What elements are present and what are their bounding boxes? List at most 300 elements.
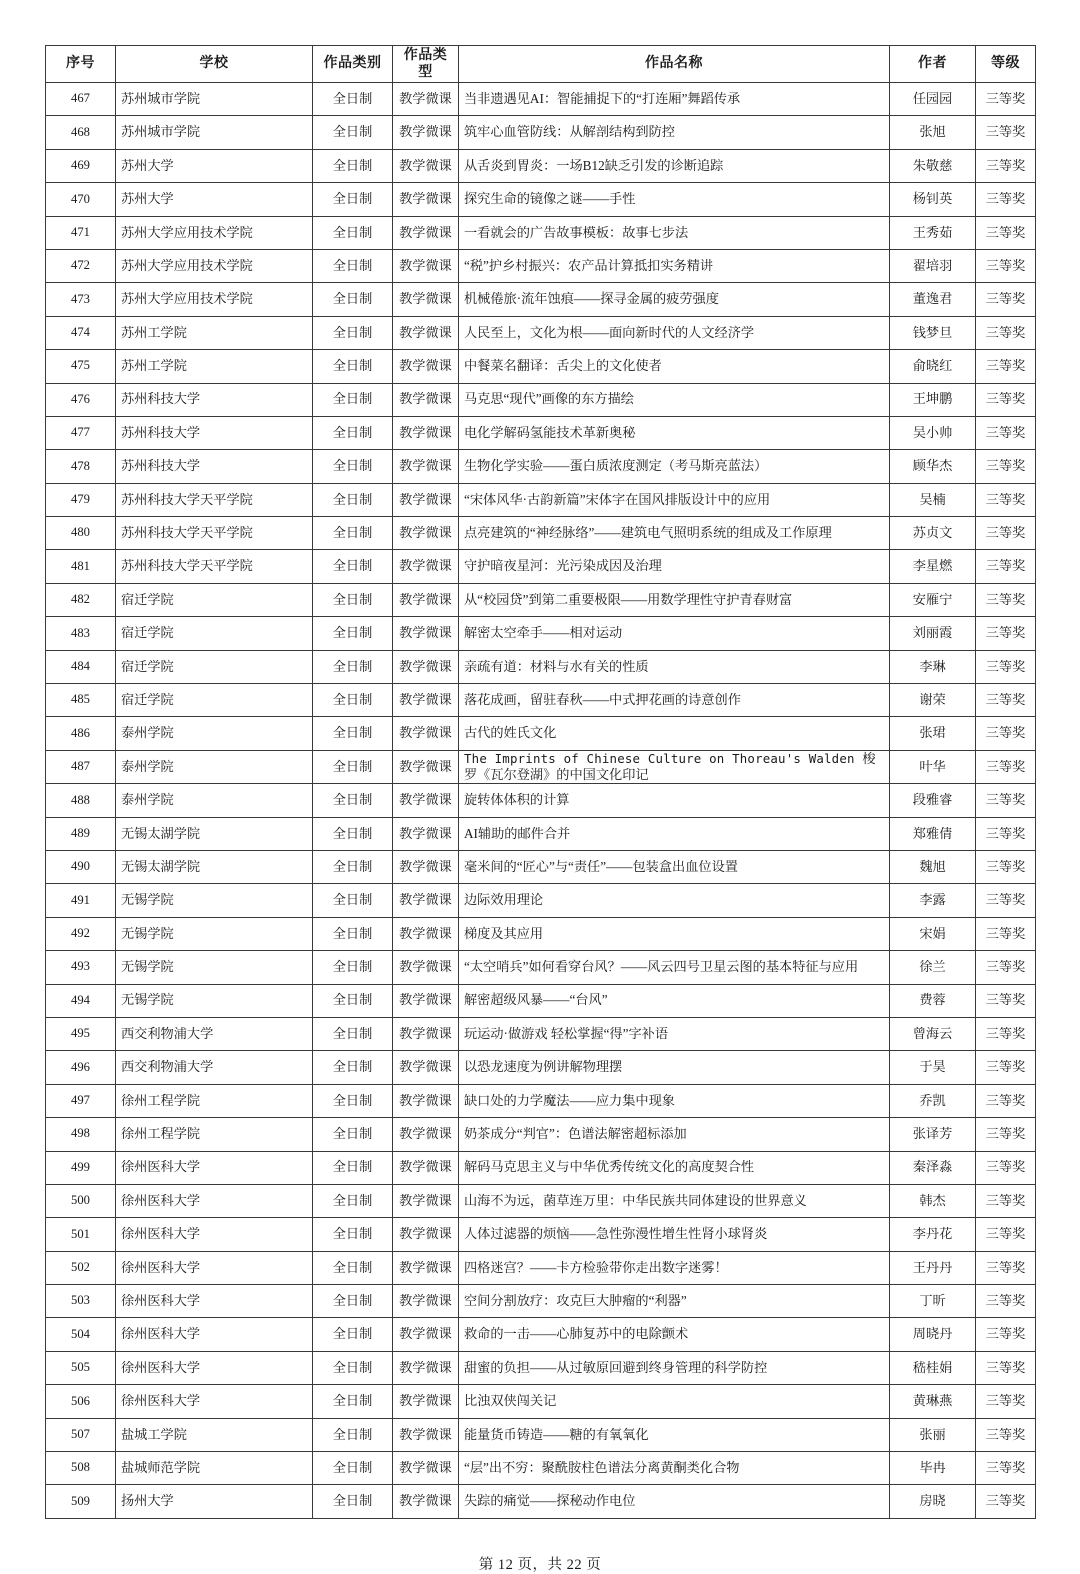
cell-type: 教学微课 — [393, 650, 459, 683]
table-row — [46, 116, 1036, 149]
cell-school: 宿迁学院 — [116, 650, 313, 683]
cell-title: “太空哨兵”如何看穿台风？——风云四号卫星云图的基本特征与应用 — [459, 951, 890, 984]
cell-grade: 三等奖 — [976, 717, 1036, 750]
cell-author: 李露 — [890, 884, 976, 917]
cell-grade: 三等奖 — [976, 1318, 1036, 1351]
cell-category: 全日制 — [313, 1285, 393, 1318]
cell-grade: 三等奖 — [976, 1051, 1036, 1084]
cell-type: 教学微课 — [393, 684, 459, 717]
cell-type: 教学微课 — [393, 984, 459, 1017]
cell-school: 徐州医科大学 — [116, 1218, 313, 1251]
cell-type: 教学微课 — [393, 1017, 459, 1050]
cell-category: 全日制 — [313, 1151, 393, 1184]
cell-category: 全日制 — [313, 1318, 393, 1351]
cell-school: 宿迁学院 — [116, 583, 313, 616]
cell-type: 教学微课 — [393, 750, 459, 783]
cell-seq: 475 — [46, 350, 116, 383]
cell-seq: 476 — [46, 383, 116, 416]
table-row — [46, 1485, 1036, 1518]
cell-category: 全日制 — [313, 1452, 393, 1485]
cell-type: 教学微课 — [393, 183, 459, 216]
cell-category: 全日制 — [313, 550, 393, 583]
cell-title: 落花成画，留驻春秋——中式押花画的诗意创作 — [459, 684, 890, 717]
cell-seq: 468 — [46, 116, 116, 149]
cell-category: 全日制 — [313, 750, 393, 783]
cell-title: 旋转体体积的计算 — [459, 784, 890, 817]
cell-category: 全日制 — [313, 1084, 393, 1117]
cell-seq: 500 — [46, 1184, 116, 1217]
cell-title: 空间分割放疗：攻克巨大肿瘤的“利器” — [459, 1285, 890, 1318]
cell-grade: 三等奖 — [976, 1251, 1036, 1284]
table-row — [46, 416, 1036, 449]
cell-type: 教学微课 — [393, 1452, 459, 1485]
table-row — [46, 316, 1036, 349]
cell-type: 教学微课 — [393, 83, 459, 116]
cell-school: 盐城师范学院 — [116, 1452, 313, 1485]
cell-seq: 479 — [46, 483, 116, 516]
cell-grade: 三等奖 — [976, 183, 1036, 216]
cell-grade: 三等奖 — [976, 116, 1036, 149]
cell-school: 苏州科技大学天平学院 — [116, 550, 313, 583]
cell-type: 教学微课 — [393, 1285, 459, 1318]
cell-author: 嵇桂娟 — [890, 1351, 976, 1384]
cell-grade: 三等奖 — [976, 149, 1036, 182]
cell-school: 苏州科技大学 — [116, 383, 313, 416]
table-row — [46, 1218, 1036, 1251]
cell-seq: 478 — [46, 450, 116, 483]
cell-type: 教学微课 — [393, 1318, 459, 1351]
cell-title: 电化学解码氢能技术革新奥秘 — [459, 416, 890, 449]
cell-school: 无锡学院 — [116, 951, 313, 984]
cell-title: 四格迷宫？——卡方检验带你走出数字迷雾！ — [459, 1251, 890, 1284]
cell-category: 全日制 — [313, 316, 393, 349]
cell-seq: 483 — [46, 617, 116, 650]
cell-category: 全日制 — [313, 1218, 393, 1251]
table-row — [46, 517, 1036, 550]
cell-seq: 470 — [46, 183, 116, 216]
cell-type: 教学微课 — [393, 884, 459, 917]
cell-author: 李星燃 — [890, 550, 976, 583]
cell-seq: 507 — [46, 1418, 116, 1451]
cell-grade: 三等奖 — [976, 1184, 1036, 1217]
cell-author: 刘丽霞 — [890, 617, 976, 650]
cell-category: 全日制 — [313, 149, 393, 182]
cell-school: 苏州大学应用技术学院 — [116, 283, 313, 316]
cell-title: 比浊双侠闯关记 — [459, 1385, 890, 1418]
cell-grade: 三等奖 — [976, 1385, 1036, 1418]
cell-author: 李丹花 — [890, 1218, 976, 1251]
cell-type: 教学微课 — [393, 1118, 459, 1151]
cell-category: 全日制 — [313, 1017, 393, 1050]
cell-type: 教学微课 — [393, 416, 459, 449]
table-row — [46, 216, 1036, 249]
table-row — [46, 1318, 1036, 1351]
table-row — [46, 984, 1036, 1017]
cell-author: 吴小帅 — [890, 416, 976, 449]
cell-category: 全日制 — [313, 517, 393, 550]
cell-title: 点亮建筑的“神经脉络”——建筑电气照明系统的组成及工作原理 — [459, 517, 890, 550]
cell-title: 探究生命的镜像之谜——手性 — [459, 183, 890, 216]
cell-type: 教学微课 — [393, 249, 459, 282]
table-row — [46, 83, 1036, 116]
cell-seq: 473 — [46, 283, 116, 316]
cell-title: 能量货币铸造——糖的有氧氧化 — [459, 1418, 890, 1451]
cell-title: 生物化学实验——蛋白质浓度测定（考马斯亮蓝法） — [459, 450, 890, 483]
cell-seq: 504 — [46, 1318, 116, 1351]
cell-author: 俞晓红 — [890, 350, 976, 383]
cell-seq: 472 — [46, 249, 116, 282]
table-row — [46, 183, 1036, 216]
table-row — [46, 1017, 1036, 1050]
cell-grade: 三等奖 — [976, 1151, 1036, 1184]
cell-category: 全日制 — [313, 583, 393, 616]
table-header-row — [46, 46, 1036, 83]
cell-seq: 482 — [46, 583, 116, 616]
cell-type: 教学微课 — [393, 149, 459, 182]
cell-type: 教学微课 — [393, 1051, 459, 1084]
cell-school: 西交利物浦大学 — [116, 1017, 313, 1050]
cell-author: 董逸君 — [890, 283, 976, 316]
cell-author: 顾华杰 — [890, 450, 976, 483]
table-row — [46, 1118, 1036, 1151]
table-row — [46, 884, 1036, 917]
cell-grade: 三等奖 — [976, 1418, 1036, 1451]
cell-title: 毫米间的“匠心”与“责任”——包装盒出血位设置 — [459, 850, 890, 883]
cell-grade: 三等奖 — [976, 249, 1036, 282]
table-row — [46, 1452, 1036, 1485]
cell-seq: 467 — [46, 83, 116, 116]
cell-school: 徐州医科大学 — [116, 1151, 313, 1184]
cell-title: 救命的一击——心肺复苏中的电除颤术 — [459, 1318, 890, 1351]
table-row — [46, 850, 1036, 883]
cell-author: 段雅睿 — [890, 784, 976, 817]
cell-category: 全日制 — [313, 450, 393, 483]
table-row — [46, 149, 1036, 182]
cell-author: 曾海云 — [890, 1017, 976, 1050]
cell-school: 泰州学院 — [116, 717, 313, 750]
cell-category: 全日制 — [313, 416, 393, 449]
table-row — [46, 650, 1036, 683]
cell-category: 全日制 — [313, 1351, 393, 1384]
cell-author: 张丽 — [890, 1418, 976, 1451]
table-row — [46, 1184, 1036, 1217]
cell-author: 郑雅倩 — [890, 817, 976, 850]
table-row — [46, 1051, 1036, 1084]
cell-title: 解密超级风暴——“台风” — [459, 984, 890, 1017]
cell-author: 张珺 — [890, 717, 976, 750]
cell-author: 王坤鹏 — [890, 383, 976, 416]
cell-type: 教学微课 — [393, 1184, 459, 1217]
cell-author: 苏贞文 — [890, 517, 976, 550]
cell-seq: 477 — [46, 416, 116, 449]
cell-author: 翟培羽 — [890, 249, 976, 282]
cell-type: 教学微课 — [393, 1351, 459, 1384]
cell-author: 谢荣 — [890, 684, 976, 717]
cell-title: AI辅助的邮件合并 — [459, 817, 890, 850]
cell-category: 全日制 — [313, 183, 393, 216]
cell-category: 全日制 — [313, 784, 393, 817]
cell-category: 全日制 — [313, 617, 393, 650]
cell-school: 西交利物浦大学 — [116, 1051, 313, 1084]
column-header-title: 作品名称 — [459, 46, 890, 83]
cell-category: 全日制 — [313, 650, 393, 683]
cell-title: 从舌炎到胃炎：一场B12缺乏引发的诊断追踪 — [459, 149, 890, 182]
cell-title: 奶茶成分“判官”：色谱法解密超标添加 — [459, 1118, 890, 1151]
cell-type: 教学微课 — [393, 316, 459, 349]
cell-type: 教学微课 — [393, 1251, 459, 1284]
cell-grade: 三等奖 — [976, 951, 1036, 984]
cell-school: 无锡太湖学院 — [116, 817, 313, 850]
cell-school: 宿迁学院 — [116, 617, 313, 650]
cell-seq: 469 — [46, 149, 116, 182]
cell-seq: 474 — [46, 316, 116, 349]
cell-grade: 三等奖 — [976, 383, 1036, 416]
table-row — [46, 283, 1036, 316]
table-row — [46, 817, 1036, 850]
cell-category: 全日制 — [313, 1118, 393, 1151]
cell-seq: 494 — [46, 984, 116, 1017]
cell-type: 教学微课 — [393, 717, 459, 750]
cell-school: 苏州大学应用技术学院 — [116, 249, 313, 282]
cell-author: 朱敬慈 — [890, 149, 976, 182]
cell-grade: 三等奖 — [976, 750, 1036, 783]
cell-grade: 三等奖 — [976, 884, 1036, 917]
cell-school: 苏州工学院 — [116, 316, 313, 349]
title-latin-part: The Imprints of Chinese Culture on Thoreau's Walden — [464, 751, 863, 767]
table-row — [46, 450, 1036, 483]
table-row — [46, 583, 1036, 616]
cell-type: 教学微课 — [393, 450, 459, 483]
cell-title: 马克思“现代”画像的东方描绘 — [459, 383, 890, 416]
cell-seq: 498 — [46, 1118, 116, 1151]
table-row — [46, 1251, 1036, 1284]
cell-seq: 485 — [46, 684, 116, 717]
award-list-table — [45, 45, 1036, 1519]
table-row — [46, 249, 1036, 282]
column-header-type: 作品类型 — [393, 46, 459, 83]
cell-category: 全日制 — [313, 83, 393, 116]
cell-school: 苏州大学 — [116, 149, 313, 182]
cell-author: 费蓉 — [890, 984, 976, 1017]
cell-author: 毕冉 — [890, 1452, 976, 1485]
cell-grade: 三等奖 — [976, 1084, 1036, 1117]
cell-grade: 三等奖 — [976, 483, 1036, 516]
cell-type: 教学微课 — [393, 617, 459, 650]
cell-grade: 三等奖 — [976, 550, 1036, 583]
table-row — [46, 951, 1036, 984]
cell-author: 吴楠 — [890, 483, 976, 516]
cell-title — [459, 750, 890, 783]
cell-seq: 502 — [46, 1251, 116, 1284]
cell-school: 无锡学院 — [116, 984, 313, 1017]
cell-title: 从“校园贷”到第二重要极限——用数学理性守护青春财富 — [459, 583, 890, 616]
cell-grade: 三等奖 — [976, 850, 1036, 883]
cell-title: 机械倦旅·流年蚀痕——探寻金属的疲劳强度 — [459, 283, 890, 316]
cell-author: 张译芳 — [890, 1118, 976, 1151]
cell-author: 叶华 — [890, 750, 976, 783]
cell-title: 边际效用理论 — [459, 884, 890, 917]
cell-type: 教学微课 — [393, 850, 459, 883]
cell-type: 教学微课 — [393, 951, 459, 984]
cell-seq: 496 — [46, 1051, 116, 1084]
cell-category: 全日制 — [313, 383, 393, 416]
table-row — [46, 383, 1036, 416]
cell-title: 玩运动·做游戏 轻松掌握“得”字补语 — [459, 1017, 890, 1050]
cell-title: 以恐龙速度为例讲解物理摆 — [459, 1051, 890, 1084]
cell-grade: 三等奖 — [976, 1485, 1036, 1518]
cell-category: 全日制 — [313, 483, 393, 516]
cell-grade: 三等奖 — [976, 416, 1036, 449]
cell-school: 徐州工程学院 — [116, 1084, 313, 1117]
cell-title: 一看就会的广告故事模板：故事七步法 — [459, 216, 890, 249]
cell-type: 教学微课 — [393, 1218, 459, 1251]
table-row — [46, 1084, 1036, 1117]
column-header-school: 学校 — [116, 46, 313, 83]
cell-type: 教学微课 — [393, 550, 459, 583]
cell-type: 教学微课 — [393, 784, 459, 817]
cell-title: “层”出不穷：聚酰胺柱色谱法分离黄酮类化合物 — [459, 1452, 890, 1485]
cell-grade: 三等奖 — [976, 684, 1036, 717]
cell-seq: 481 — [46, 550, 116, 583]
cell-school: 苏州大学 — [116, 183, 313, 216]
cell-seq: 488 — [46, 784, 116, 817]
cell-type: 教学微课 — [393, 383, 459, 416]
table-row — [46, 784, 1036, 817]
table-row — [46, 1385, 1036, 1418]
cell-type: 教学微课 — [393, 483, 459, 516]
table-row — [46, 917, 1036, 950]
cell-category: 全日制 — [313, 116, 393, 149]
cell-author: 任园园 — [890, 83, 976, 116]
cell-type: 教学微课 — [393, 1385, 459, 1418]
cell-title: 中餐菜名翻译：舌尖上的文化使者 — [459, 350, 890, 383]
cell-grade: 三等奖 — [976, 583, 1036, 616]
cell-school: 徐州医科大学 — [116, 1251, 313, 1284]
cell-grade: 三等奖 — [976, 817, 1036, 850]
cell-category: 全日制 — [313, 817, 393, 850]
title-cjk-part: 梭罗《瓦尔登湖》的中国文化印记 — [464, 751, 876, 783]
table-row — [46, 1351, 1036, 1384]
cell-school: 徐州医科大学 — [116, 1351, 313, 1384]
cell-type: 教学微课 — [393, 283, 459, 316]
cell-author: 宋娟 — [890, 917, 976, 950]
cell-seq: 493 — [46, 951, 116, 984]
cell-grade: 三等奖 — [976, 450, 1036, 483]
cell-grade: 三等奖 — [976, 984, 1036, 1017]
cell-seq: 491 — [46, 884, 116, 917]
table-body — [46, 83, 1036, 1519]
cell-grade: 三等奖 — [976, 316, 1036, 349]
cell-school: 宿迁学院 — [116, 684, 313, 717]
cell-author: 张旭 — [890, 116, 976, 149]
cell-grade: 三等奖 — [976, 283, 1036, 316]
cell-author: 房晓 — [890, 1485, 976, 1518]
cell-seq: 480 — [46, 517, 116, 550]
table-row — [46, 483, 1036, 516]
cell-type: 教学微课 — [393, 517, 459, 550]
cell-category: 全日制 — [313, 216, 393, 249]
cell-grade: 三等奖 — [976, 784, 1036, 817]
cell-seq: 501 — [46, 1218, 116, 1251]
table-row — [46, 1151, 1036, 1184]
cell-seq: 484 — [46, 650, 116, 683]
cell-title: 亲疏有道：材料与水有关的性质 — [459, 650, 890, 683]
cell-seq: 503 — [46, 1285, 116, 1318]
cell-school: 扬州大学 — [116, 1485, 313, 1518]
cell-category: 全日制 — [313, 1051, 393, 1084]
cell-type: 教学微课 — [393, 1485, 459, 1518]
cell-author: 安雁宁 — [890, 583, 976, 616]
page-number-footer: 第 12 页，共 22 页 — [478, 1556, 602, 1573]
table-row — [46, 717, 1036, 750]
cell-author: 周晓丹 — [890, 1318, 976, 1351]
table-row — [46, 617, 1036, 650]
cell-author: 钱梦旦 — [890, 316, 976, 349]
cell-grade: 三等奖 — [976, 1017, 1036, 1050]
cell-title: “宋体风华·古韵新篇”宋体字在国风排版设计中的应用 — [459, 483, 890, 516]
cell-type: 教学微课 — [393, 817, 459, 850]
cell-school: 无锡学院 — [116, 884, 313, 917]
cell-seq: 489 — [46, 817, 116, 850]
cell-type: 教学微课 — [393, 1151, 459, 1184]
cell-grade: 三等奖 — [976, 1218, 1036, 1251]
table-row — [46, 1285, 1036, 1318]
cell-grade: 三等奖 — [976, 650, 1036, 683]
cell-title: 古代的姓氏文化 — [459, 717, 890, 750]
cell-type: 教学微课 — [393, 116, 459, 149]
cell-category: 全日制 — [313, 1385, 393, 1418]
cell-school: 徐州医科大学 — [116, 1285, 313, 1318]
cell-category: 全日制 — [313, 917, 393, 950]
cell-school: 苏州科技大学 — [116, 450, 313, 483]
cell-school: 苏州科技大学天平学院 — [116, 483, 313, 516]
cell-seq: 487 — [46, 750, 116, 783]
cell-title: 缺口处的力学魔法——应力集中现象 — [459, 1084, 890, 1117]
cell-grade: 三等奖 — [976, 350, 1036, 383]
cell-author: 魏旭 — [890, 850, 976, 883]
cell-title: 筑牢心血管防线：从解剖结构到防控 — [459, 116, 890, 149]
cell-school: 苏州大学应用技术学院 — [116, 216, 313, 249]
cell-author: 于昊 — [890, 1051, 976, 1084]
cell-grade: 三等奖 — [976, 917, 1036, 950]
cell-seq: 471 — [46, 216, 116, 249]
cell-seq: 499 — [46, 1151, 116, 1184]
cell-category: 全日制 — [313, 350, 393, 383]
cell-school: 盐城工学院 — [116, 1418, 313, 1451]
column-header-category: 作品类别 — [313, 46, 393, 83]
cell-title: 梯度及其应用 — [459, 917, 890, 950]
cell-title: 守护暗夜星河：光污染成因及治理 — [459, 550, 890, 583]
cell-type: 教学微课 — [393, 216, 459, 249]
cell-type: 教学微课 — [393, 1418, 459, 1451]
cell-grade: 三等奖 — [976, 1351, 1036, 1384]
cell-title: 人体过滤器的烦恼——急性弥漫性增生性肾小球肾炎 — [459, 1218, 890, 1251]
cell-category: 全日制 — [313, 283, 393, 316]
cell-category: 全日制 — [313, 1184, 393, 1217]
cell-school: 泰州学院 — [116, 750, 313, 783]
cell-seq: 490 — [46, 850, 116, 883]
cell-category: 全日制 — [313, 951, 393, 984]
cell-author: 李琳 — [890, 650, 976, 683]
cell-type: 教学微课 — [393, 350, 459, 383]
table-row — [46, 1418, 1036, 1451]
cell-school: 无锡太湖学院 — [116, 850, 313, 883]
cell-title: 失踪的痛觉——探秘动作电位 — [459, 1485, 890, 1518]
cell-seq: 506 — [46, 1385, 116, 1418]
cell-type: 教学微课 — [393, 917, 459, 950]
cell-author: 杨钊英 — [890, 183, 976, 216]
cell-grade: 三等奖 — [976, 1118, 1036, 1151]
